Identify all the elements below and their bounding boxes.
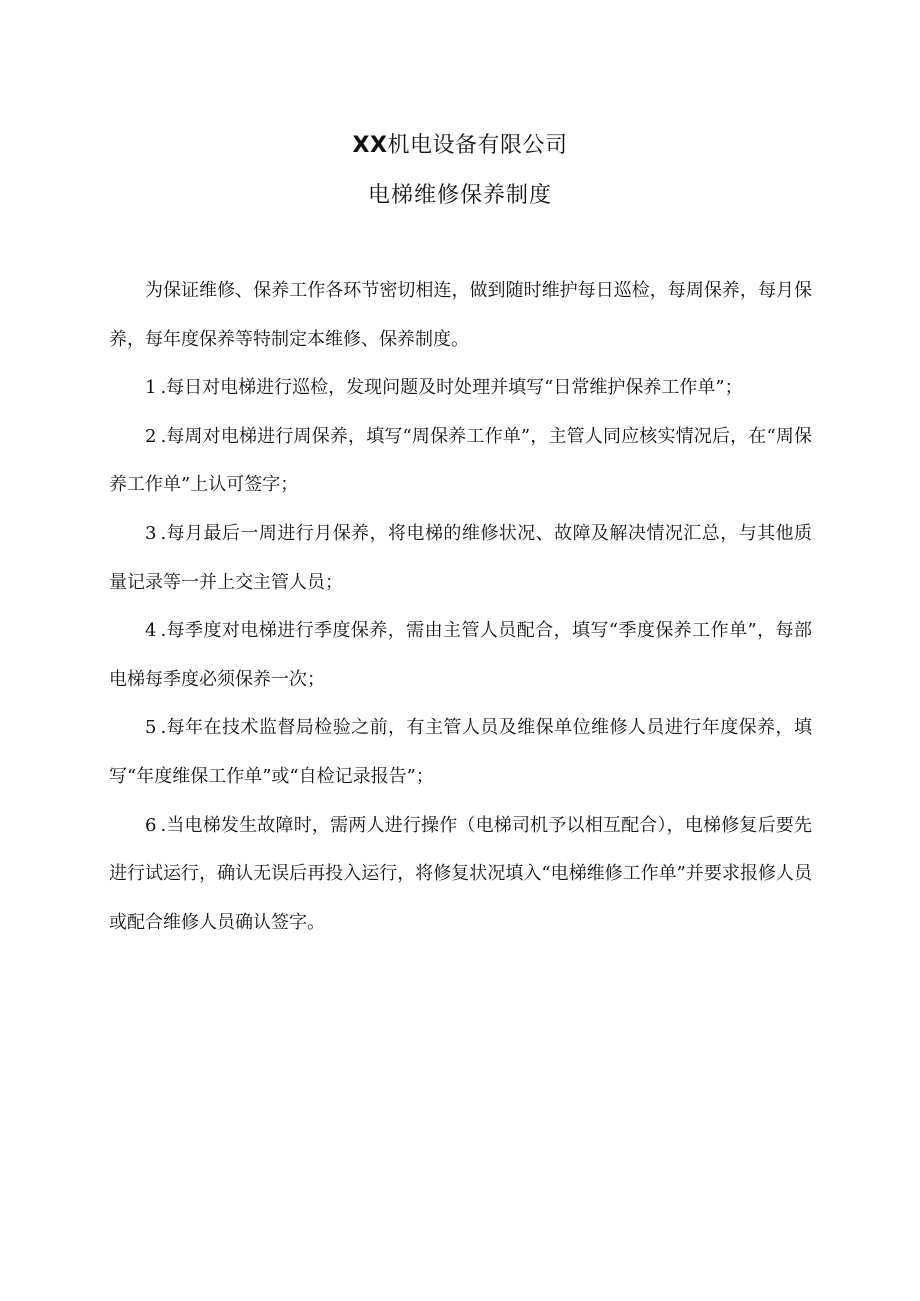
item-number: 6 <box>145 814 157 836</box>
company-name <box>0 126 920 166</box>
item-text: .每月最后一周进行月保养，将电梯的维修状况、故障及解决情况汇总，与其他质量记录等一并上交主管人员； <box>109 522 812 593</box>
company-prefix: XX <box>352 133 388 158</box>
item-text: .每日对电梯进行巡检，发现问题及时处理并填写“日常维护保养工作单”； <box>160 377 743 399</box>
document-title: 电梯维修保养制度 <box>367 183 552 208</box>
list-item <box>109 607 812 704</box>
item-text: .每周对电梯进行周保养，填写“周保养工作单”，主管人同应核实情况后，在“周保养工作单”上认可签字； <box>109 425 812 496</box>
item-number: 5 <box>145 717 157 739</box>
item-text: .当电梯发生故障时，需两人进行操作（电梯司机予以相互配合），电梯修复后要先进行试运行，确认无误后再投入运行，将修复状况填入“电梯维修工作单”并要求报修人员或配合维修人员确认签字。 <box>109 814 812 933</box>
list-item <box>109 802 812 948</box>
item-number: 4 <box>145 620 157 642</box>
list-item <box>109 364 812 413</box>
list-item <box>109 413 812 510</box>
item-number: 3 <box>145 522 157 544</box>
item-number: 2 <box>145 425 157 447</box>
intro-paragraph: 为保证维修、保养工作各环节密切相连，做到随时维护每日巡检，每周保养，每月保养，每年度保养等特制定本维修、保养制度。 <box>109 280 812 350</box>
item-text: .每年在技术监督局检验之前，有主管人员及维保单位维修人员进行年度保养，填写“年度维保工作单”或“自检记录报告”； <box>109 717 812 787</box>
company-name-rest: 机电设备有限公司 <box>387 133 568 158</box>
list-item <box>109 704 812 801</box>
item-number: 1 <box>145 377 157 399</box>
title-block <box>0 126 920 216</box>
document-body <box>109 267 812 947</box>
list-item <box>109 510 812 607</box>
item-text: .每季度对电梯进行季度保养，需由主管人员配合，填写“季度保养工作单”，每部电梯每季度必须保养一次； <box>109 620 812 690</box>
